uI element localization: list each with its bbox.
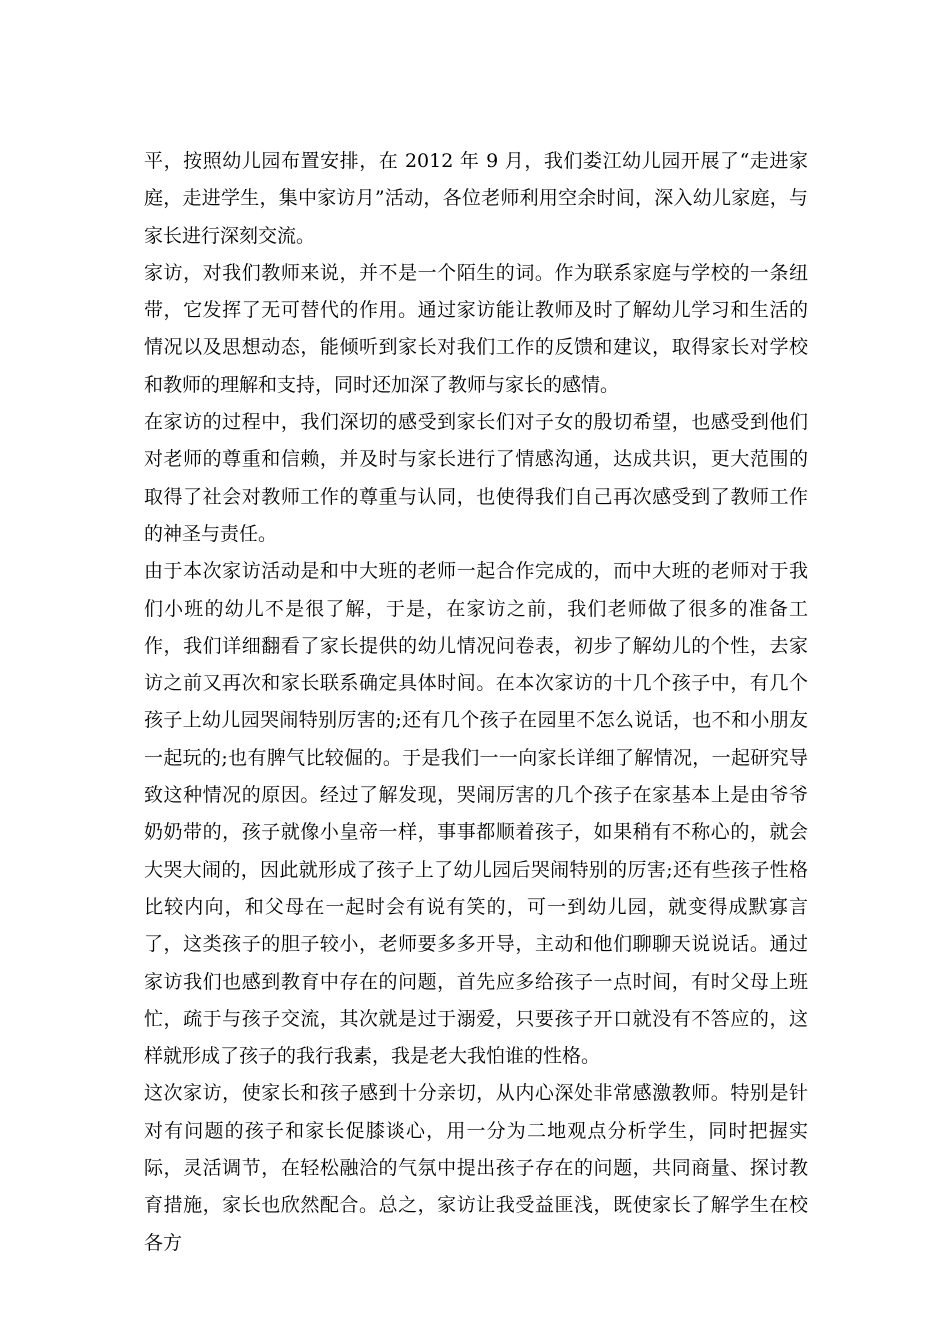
document-page [144,143,808,1262]
paragraph-5: 这次家访，使家长和孩子感到十分亲切，从内心深处非常感激教师。特别是针对有问题的孩子和家长促膝谈心，用一分为二地观点分析学生，同时把握实际，灵活调节，在轻松融洽的气氛中提出孩子存在的问题，共同商量、探讨教育措施，家长也欣然配合。总之，家访让我受益匪浅，既使家长了解学生在校各方 [144,1082,808,1254]
paragraph-1: 平，按照幼儿园布置安排，在 2012 年 9 月，我们娄江幼儿园开展了“走进家庭，走进学生，集中家访月”活动，各位老师利用空余时间，深入幼儿家庭，与家长进行深刻交流。 [144,150,808,247]
paragraph-3: 在家访的过程中，我们深切的感受到家长们对子女的殷切希望，也感受到他们对老师的尊重和信赖，并及时与家长进行了情感沟通，达成共识，更大范围的取得了社会对教师工作的尊重与认同，也使得我们自己再次感受到了教师工作的神圣与责任。 [144,411,808,545]
paragraph-4: 由于本次家访活动是和中大班的老师一起合作完成的，而中大班的老师对于我们小班的幼儿不是很了解，于是，在家访之前，我们老师做了很多的准备工作，我们详细翻看了家长提供的幼儿情况问卷表，初步了解幼儿的个性，去家访之前又再次和家长联系确定具体时间。在本次家访的十几个孩子中，有几个孩子上幼儿园哭闹特别厉害的;还有几个孩子在园里不怎么说话，也不和小朋友一起玩的;也有脾气比较倔的。于是我们一一向家长详细了解情况，一起研究导致这种情况的原因。经过了解发现，哭闹厉害的几个孩子在家基本上是由爷爷奶奶带的，孩子就像小皇帝一样，事事都顺着孩子，如果稍有不称心的，就会大哭大闹的，因此就形成了孩子上了幼儿园后哭闹特别的厉害;还有些孩子性格比较内向，和父母在一起时会有说有笑的，可一到幼儿园，就变得成默寡言了，这类孩子的胆子较小，老师要多多开导，主动和他们聊聊天说说话。通过家访我们也感到教育中存在的问题，首先应多给孩子一点时间，有时父母上班忙，疏于与孩子交流，其次就是过于溺爱，只要孩子开口就没有不答应的，这样就形成了孩子的我行我素，我是老大我怕谁的性格。 [144,560,808,1068]
paragraph-2: 家访，对我们教师来说，并不是一个陌生的词。作为联系家庭与学校的一条纽带，它发挥了无可替代的作用。通过家访能让教师及时了解幼儿学习和生活的情况以及思想动态，能倾听到家长对我们工作的反馈和建议，取得家长对学校和教师的理解和支持，同时还加深了教师与家长的感情。 [144,261,808,396]
